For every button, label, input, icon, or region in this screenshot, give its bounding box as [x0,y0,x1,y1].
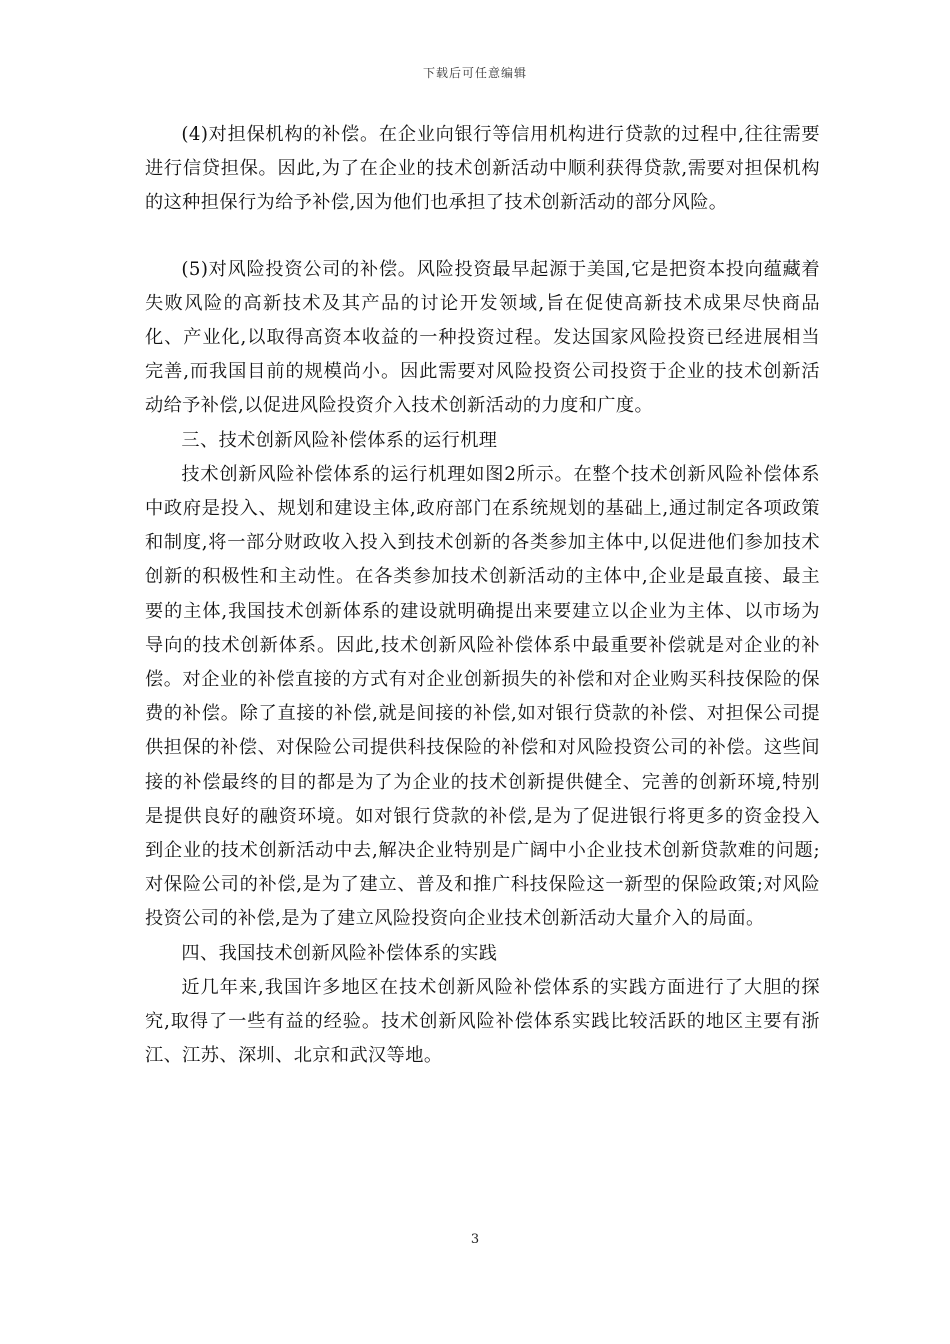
paragraph-practice: 近几年来,我国许多地区在技术创新风险补偿体系的实践方面进行了大胆的探究,取得了一些有益的经验。技术创新风险补偿体系实践比较活跃的地区主要有浙江、江苏、深圳、北京和武汉等地。 [145,976,820,1067]
paragraph-guarantee-compensation: (4)对担保机构的补偿。在企业向银行等信用机构进行贷款的过程中,往往需要进行信贷担保。因此,为了在企业的技术创新活动中顺利获得贷款,需要对担保机构的这种担保行为给予补偿,因为他们也承担了技术创新活动的部分风险。 [145,124,820,214]
paragraph-mechanism: 技术创新风险补偿体系的运行机理如图2所示。在整个技术创新风险补偿体系中政府是投入、规划和建设主体,政府部门在系统规划的基础上,通过制定各项政策和制度,将一部分财政收入投入到技术创新的各类参加主体中,以促进他们参加技术创新的积极性和主动性。在各类参加技术创新活动的主体中,企业是最直接、最主要的主体,我国技术创新体系的建设就明确提出来要建立以企业为主体、以市场为导向的技术创新体系。因此,技术创新风险补偿体系中最重要补偿就是对企业的补偿。对企业的补偿直接的方式有对企业创新损失的补偿和对企业购买科技保险的保费的补偿。除了直接的补偿,就是间接的补偿,如对银行贷款的补偿、对担保公司提供担保的补偿、对保险公司提供科技保险的补偿和对风险投资公司的补偿。这些间接的补偿最终的目的都是为了为企业的技术创新提供健全、完善的创新环境,特别是提供良好的融资环境。如对银行贷款的补偿,是为了促进银行将更多的资金投入到企业的技术创新活动中去,解决企业特别是广阔中小企业技术创新贷款难的问题;对保险公司的补偿,是为了建立、普及和推广科技保险这一新型的保险政策;对风险投资公司的补偿,是为了建立风险投资向企业技术创新活动大量介入的局面。 [145,463,820,930]
section-heading-mechanism: 三、技术创新风险补偿体系的运行机理 [181,429,498,451]
paragraph-venture-capital-compensation: (5)对风险投资公司的补偿。风险投资最早起源于美国,它是把资本投向蕴藏着失败风险的高新技术及其产品的讨论开发领域,旨在促使高新技术成果尽快商品化、产业化,以取得高资本收益的一种投资过程。发达国家风险投资已经进展相当完善,而我国目前的规模尚小。因此需要对风险投资公司投资于企业的技术创新活动给予补偿,以促进风险投资介入技术创新活动的力度和广度。 [145,258,820,417]
page-number: 3 [470,1232,480,1247]
document-body [145,118,820,1073]
page-header: 下载后可任意编辑 [422,66,527,80]
section-heading-practice: 四、我国技术创新风险补偿体系的实践 [181,942,498,964]
